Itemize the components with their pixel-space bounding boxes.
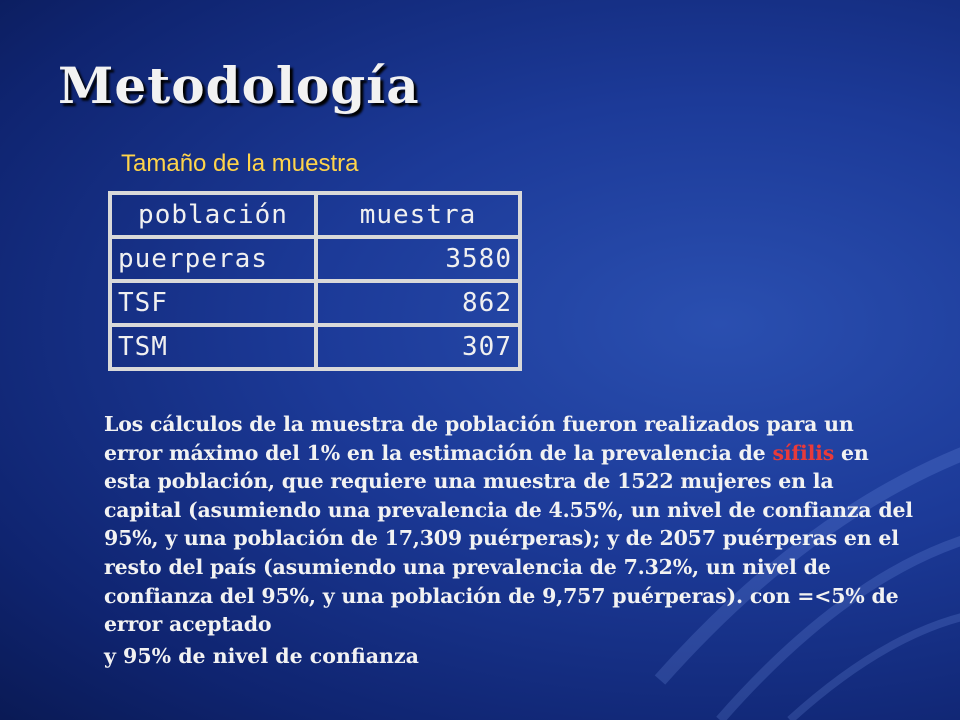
header-sample: muestra: [316, 193, 520, 237]
table-row: [110, 237, 520, 281]
paragraph-text-after: en esta población, que requiere una muestra de 1522 mujeres en la capital (asumiendo una prevalencia de 4.55%, un nivel de confianza del 95%, y una población de 17,309 puérperas); y de 2057 puérperas en el resto del país (asumiendo una prevalencia de 7.32%, un nivel de confianza del 95%, y una población de 9,757 puérperas). con =<5% de error aceptado: [104, 440, 913, 637]
row-label: TSM: [110, 325, 316, 369]
paragraph-highlight-syphilis: sífilis: [772, 440, 835, 465]
row-label: puerperas: [110, 237, 316, 281]
table-header-row: [110, 193, 520, 237]
header-population: población: [110, 193, 316, 237]
slide-title: Metodología: [58, 56, 420, 115]
table-row: [110, 325, 520, 369]
sample-size-table: [108, 191, 522, 371]
row-value: 862: [316, 281, 520, 325]
row-value: 3580: [316, 237, 520, 281]
row-value: 307: [316, 325, 520, 369]
paragraph-text-before: Los cálculos de la muestra de población fueron realizados para un error máximo del 1% en la estimación de la prevalencia de: [104, 412, 854, 465]
row-label: TSF: [110, 281, 316, 325]
paragraph-last-line: y 95% de nivel de confianza: [104, 644, 419, 668]
methodology-paragraph: [104, 410, 914, 639]
slide-subtitle: Tamaño de la muestra: [121, 150, 359, 177]
table-row: [110, 281, 520, 325]
